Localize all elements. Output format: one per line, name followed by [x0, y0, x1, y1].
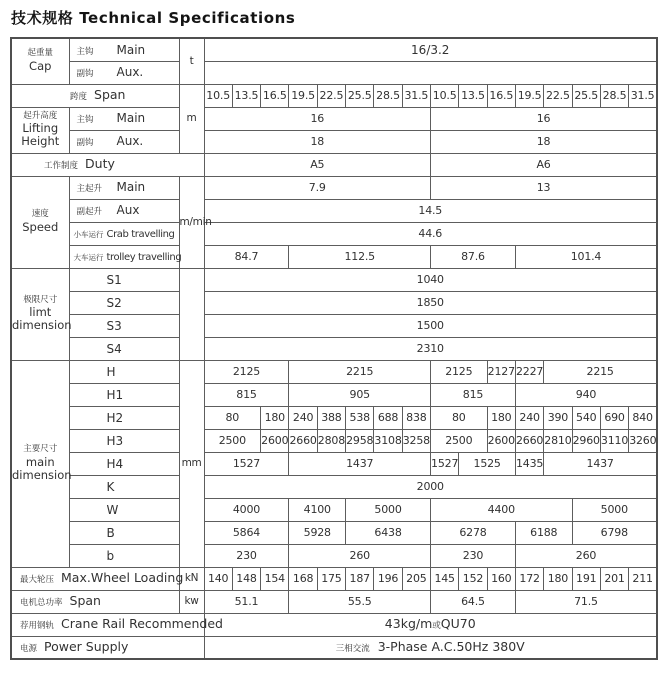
value-cell: 175: [317, 567, 345, 590]
value-cell: 25.5: [346, 84, 374, 107]
unit-cell: m/min: [179, 176, 204, 268]
value-cell: 2215: [544, 360, 657, 383]
unit-cell: mm: [179, 360, 204, 567]
value-cell: 160: [487, 567, 515, 590]
value-cell: A6: [431, 153, 658, 176]
value-cell: 211: [629, 567, 657, 590]
value-cell: 388: [317, 406, 345, 429]
value-cell: 112.5: [289, 245, 431, 268]
value-cell: [204, 613, 657, 636]
label-chinese: 电机总功率: [20, 598, 63, 609]
sub-label-cell: S2: [69, 291, 179, 314]
sub-label-cell: [69, 61, 179, 84]
label-english: Duty: [85, 156, 115, 172]
row-label-cell: [11, 613, 223, 636]
sub-label-cell: [69, 107, 179, 130]
value-cell: 18: [431, 130, 658, 153]
value-cell: 390: [544, 406, 572, 429]
value-cell: 51.1: [204, 590, 289, 613]
label-english: Power Supply: [44, 639, 129, 654]
sub-label-cell: S3: [69, 314, 179, 337]
value-cell: 19.5: [515, 84, 543, 107]
value-cell: 540: [572, 406, 600, 429]
value-cell: 87.6: [431, 245, 516, 268]
value-cell: 13: [431, 176, 658, 199]
value-cell: 180: [261, 406, 289, 429]
value-cell: 152: [459, 567, 487, 590]
value-cell: 1435: [515, 452, 543, 475]
value-cell: 1437: [544, 452, 657, 475]
value-cell: 688: [374, 406, 402, 429]
table-row: [11, 475, 657, 498]
value-cell: 840: [629, 406, 657, 429]
table-row: [11, 383, 657, 406]
table-row: [11, 245, 657, 268]
value-cell: 3110: [600, 429, 628, 452]
text-part: 43kg/m: [384, 616, 433, 632]
value-cell: 1437: [289, 452, 431, 475]
unit-cell: kw: [179, 590, 204, 613]
value-cell: 1525: [459, 452, 516, 475]
value-cell: 2660: [515, 429, 543, 452]
sub-label-cell: H4: [69, 452, 179, 475]
table-row: [11, 452, 657, 475]
table-row: [11, 406, 657, 429]
sub-label-cell: S4: [69, 337, 179, 360]
value-cell: 140: [204, 567, 232, 590]
value-cell: 64.5: [431, 590, 516, 613]
value-cell: 148: [232, 567, 260, 590]
value-cell: 5928: [289, 521, 346, 544]
label-english: Max.Wheel Loading: [61, 570, 184, 586]
value-cell: 2600: [487, 429, 515, 452]
group-label-cell: [11, 360, 72, 567]
label-english: Aux.: [116, 134, 144, 149]
value-cell: 4400: [431, 498, 573, 521]
table-row: [11, 590, 657, 613]
label-english: Aux: [116, 203, 140, 218]
value-cell: 230: [431, 544, 516, 567]
sub-label-cell: W: [69, 498, 179, 521]
value-cell: 2958: [346, 429, 374, 452]
row-label-cell: [11, 153, 204, 176]
value-cell: 3108: [374, 429, 402, 452]
label-chinese: 极限尺寸: [23, 294, 58, 305]
group-label-cell: [11, 107, 69, 153]
value-cell: 1040: [204, 268, 657, 291]
value-cell: 2215: [289, 360, 431, 383]
sub-label-cell: H: [69, 360, 179, 383]
table-row: [11, 153, 657, 176]
sub-label-cell: B: [69, 521, 179, 544]
value-cell: 2127: [487, 360, 515, 383]
page-title: 技术规格 Technical Specifications: [11, 9, 296, 27]
value-cell: 815: [204, 383, 289, 406]
table-row: [11, 613, 657, 636]
label-chinese: 速度: [31, 209, 49, 220]
value-cell: 690: [600, 406, 628, 429]
sub-label-cell: K: [69, 475, 179, 498]
row-label-cell: [11, 590, 179, 613]
value-cell: 16/3.2: [204, 38, 657, 61]
sub-label-cell: [69, 222, 179, 245]
value-cell: 4000: [204, 498, 289, 521]
table-row: [11, 567, 657, 590]
unit-cell: m: [179, 84, 204, 153]
value-cell: 905: [289, 383, 431, 406]
value-cell: 2808: [317, 429, 345, 452]
value-cell: 180: [487, 406, 515, 429]
value-cell: 18: [204, 130, 431, 153]
value-cell: 19.5: [289, 84, 317, 107]
value-cell: 5000: [346, 498, 431, 521]
value-cell: 101.4: [515, 245, 657, 268]
value-cell: 28.5: [600, 84, 628, 107]
label-english: limt dimension: [12, 305, 72, 333]
value-cell: 196: [374, 567, 402, 590]
value-cell: 25.5: [572, 84, 600, 107]
table-row: [11, 222, 657, 245]
value-cell: 6798: [572, 521, 657, 544]
value-cell: 2310: [204, 337, 657, 360]
value-cell: 84.7: [204, 245, 289, 268]
value-cell: 31.5: [402, 84, 430, 107]
value-cell: 10.5: [204, 84, 232, 107]
value-cell: 940: [515, 383, 657, 406]
table-row: [11, 61, 657, 84]
table-row: [11, 291, 657, 314]
value-cell: 80: [204, 406, 261, 429]
table-row: [11, 337, 657, 360]
value-cell: 180: [544, 567, 572, 590]
value-cell: 10.5: [431, 84, 459, 107]
value-cell: 3260: [629, 429, 657, 452]
text-part: QU70: [440, 616, 476, 632]
row-label-cell: [11, 84, 179, 107]
value-cell: 154: [261, 567, 289, 590]
sub-label-cell: [69, 199, 179, 222]
group-label-cell: [11, 176, 69, 268]
value-cell: 28.5: [374, 84, 402, 107]
text-part: 或: [432, 621, 441, 632]
sub-label-cell: H1: [69, 383, 179, 406]
value-cell: [204, 636, 657, 659]
table-row: [11, 636, 657, 659]
group-label-cell: [11, 268, 72, 360]
value-cell: A5: [204, 153, 431, 176]
value-cell: 1527: [431, 452, 459, 475]
label-english: main dimension: [12, 454, 72, 482]
label-chinese: 主钩: [76, 115, 94, 126]
label-chinese: 大车运行: [73, 252, 104, 262]
unit-cell: t: [179, 38, 204, 84]
label-chinese: 起重量: [27, 48, 53, 59]
row-label-cell: [11, 567, 184, 590]
sub-label-cell: b: [69, 544, 179, 567]
value-cell: 31.5: [629, 84, 657, 107]
value-cell: 3258: [402, 429, 430, 452]
sub-label-cell: H3: [69, 429, 179, 452]
label-english: trolley travelling: [106, 251, 182, 263]
table-row: [11, 521, 657, 544]
label-chinese: 副钩: [76, 138, 94, 149]
label-english: Aux.: [116, 65, 144, 80]
value-cell: 13.5: [459, 84, 487, 107]
value-cell: 22.5: [317, 84, 345, 107]
spec-table: [10, 37, 658, 660]
value-cell: 260: [515, 544, 657, 567]
value-cell: 16.5: [487, 84, 515, 107]
table-row: [11, 84, 657, 107]
value-cell: 191: [572, 567, 600, 590]
value-cell: 1500: [204, 314, 657, 337]
label-chinese: 主要尺寸: [23, 444, 58, 455]
value-cell: 2227: [515, 360, 543, 383]
value-cell: 2500: [431, 429, 488, 452]
value-cell: 168: [289, 567, 317, 590]
label-english: Span: [69, 593, 101, 609]
value-cell: 5000: [572, 498, 657, 521]
label-english: Crane Rail Recommended: [61, 616, 223, 632]
table-row: [11, 268, 657, 291]
unit-cell: [179, 268, 204, 360]
value-cell: 201: [600, 567, 628, 590]
label-english: Main: [116, 42, 146, 57]
sub-label-cell: [69, 38, 179, 61]
unit-cell: kN: [179, 567, 204, 590]
label-chinese: 副钩: [76, 69, 94, 80]
sub-label-cell: [69, 176, 179, 199]
value-cell: 187: [346, 567, 374, 590]
label-chinese: 主钩: [76, 46, 94, 57]
value-cell: 22.5: [544, 84, 572, 107]
value-cell: 230: [204, 544, 289, 567]
value-cell: 145: [431, 567, 459, 590]
value-cell: 6278: [431, 521, 516, 544]
value-cell: 2810: [544, 429, 572, 452]
value-cell: 2000: [204, 475, 657, 498]
value-cell: 1527: [204, 452, 289, 475]
value-cell: 240: [515, 406, 543, 429]
table-row: [11, 360, 657, 383]
value-cell: 2600: [261, 429, 289, 452]
value-cell: 538: [346, 406, 374, 429]
label-chinese: 荐用钢轨: [20, 621, 55, 632]
sub-label-cell: [69, 130, 179, 153]
label-chinese: 小车运行: [73, 229, 104, 239]
value-cell: 838: [402, 406, 430, 429]
value-cell: 240: [289, 406, 317, 429]
label-english: Speed: [22, 219, 59, 234]
value-cell: 7.9: [204, 176, 431, 199]
text-part: 3-Phase A.C.50Hz 380V: [369, 639, 525, 654]
value-cell: 172: [515, 567, 543, 590]
label-chinese: 副起升: [76, 207, 103, 218]
text-part: 三相交流: [335, 644, 370, 654]
label-chinese: 电源: [20, 644, 38, 654]
label-chinese: 主起升: [76, 184, 103, 195]
table-row: [11, 107, 657, 130]
table-row: [11, 314, 657, 337]
table-row: [11, 38, 657, 61]
value-cell: 2500: [204, 429, 261, 452]
value-cell: 2660: [289, 429, 317, 452]
value-cell: 71.5: [515, 590, 657, 613]
value-cell: 16: [431, 107, 658, 130]
label-chinese: 工作制度: [44, 161, 79, 172]
table-row: [11, 199, 657, 222]
label-english: Cap: [29, 58, 52, 73]
label-english: Main: [116, 111, 146, 126]
value-cell: 1850: [204, 291, 657, 314]
value-cell: 6188: [515, 521, 572, 544]
value-cell: 2125: [431, 360, 488, 383]
spec-table-body: [11, 38, 657, 659]
value-cell: 4100: [289, 498, 346, 521]
table-row: [11, 498, 657, 521]
sub-label-cell: H2: [69, 406, 179, 429]
value-cell: 16: [204, 107, 431, 130]
label-english: Crab travelling: [106, 228, 175, 240]
value-cell: 6438: [346, 521, 431, 544]
label-chinese: 起升高度: [23, 110, 58, 121]
value-cell: 16.5: [261, 84, 289, 107]
value-cell: 5864: [204, 521, 289, 544]
group-label-cell: [11, 38, 69, 84]
table-row: [11, 429, 657, 452]
label-english: Span: [94, 87, 126, 103]
value-cell: 2125: [204, 360, 289, 383]
value-cell: 815: [431, 383, 516, 406]
table-row: [11, 176, 657, 199]
value-cell: 55.5: [289, 590, 431, 613]
sub-label-cell: [69, 245, 182, 268]
value-cell: 14.5: [204, 199, 657, 222]
row-label-cell: [11, 636, 204, 659]
label-chinese: 最大轮压: [20, 575, 55, 586]
value-cell: 80: [431, 406, 488, 429]
label-english: Lifting Height: [21, 121, 60, 149]
table-row: [11, 544, 657, 567]
sub-label-cell: S1: [69, 268, 179, 291]
value-cell: [204, 61, 657, 84]
label-chinese: 跨度: [70, 92, 88, 103]
value-cell: 13.5: [232, 84, 260, 107]
value-cell: 260: [289, 544, 431, 567]
value-cell: 2960: [572, 429, 600, 452]
value-cell: 44.6: [204, 222, 657, 245]
value-cell: 205: [402, 567, 430, 590]
label-english: Main: [116, 180, 146, 195]
table-row: [11, 130, 657, 153]
